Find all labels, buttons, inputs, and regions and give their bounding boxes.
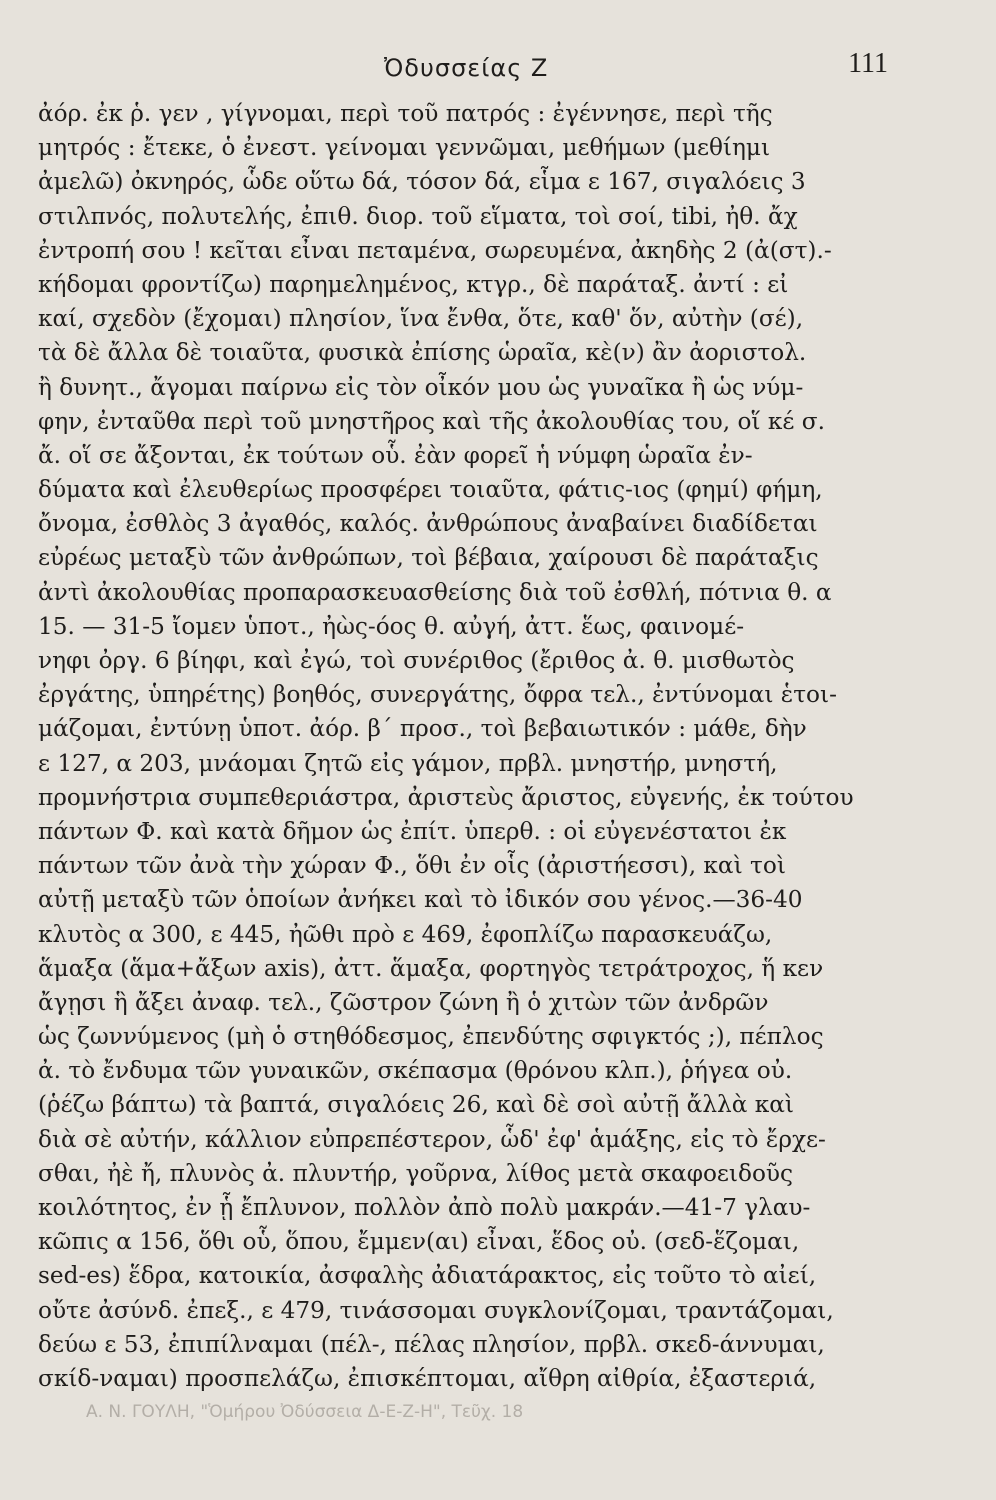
text-line: κῶπις α 156, ὅθι οὗ, ὅπου, ἔμμεν(αι) εἶναι, ἕδος οὐ. (σεδ-ἕζομαι,	[38, 1228, 800, 1256]
text-line: ἐργάτης, ὑπηρέτης) βοηθός, συνεργάτης, ὄφρα τελ., ἐντύνομαι ἑτοι-	[38, 681, 837, 709]
text-line: τὰ δὲ ἄλλα δὲ τοιαῦτα, φυσικὰ ἐπίσης ὡραῖα, κὲ(ν) ἂν ἀοριστολ.	[38, 339, 807, 367]
text-line: εὐρέως μεταξὺ τῶν ἀνθρώπων, τοὶ βέβαια, χαίρουσι δὲ παράταξις	[38, 544, 819, 572]
text-line: sed-es) ἕδρα, κατοικία, ἀσφαλὴς ἀδιατάρακτος, εἰς τοῦτο τὸ αἰεί,	[38, 1262, 817, 1290]
text-line: ἅμαξα (ἅμα+ἄξων axis), ἀττ. ἅμαξα, φορτηγὸς τετράτροχος, ἥ κεν	[38, 954, 824, 982]
text-line: φην, ἐνταῦθα περὶ τοῦ μνηστῆρος καὶ τῆς ἀκολουθίας του, οἵ κέ σ.	[38, 407, 825, 435]
running-title: Ὀδυσσείας Ζ	[384, 54, 549, 82]
text-line: ἀόρ. ἐκ ῥ. γεν , γίγνομαι, περὶ τοῦ πατρός : ἐγέννησε, περὶ τῆς	[38, 100, 773, 127]
text-line: πάντων τῶν ἀνὰ τὴν χώραν Φ., ὅθι ἐν οἷς (ἀριστήεσσι), καὶ τοὶ	[38, 852, 786, 880]
text-line: ἢ δυνητ., ἄγομαι παίρνω εἰς τὸν οἶκόν μου ὡς γυναῖκα ἢ ὡς νύμ-	[38, 373, 804, 401]
page-header	[0, 44, 996, 84]
text-line: μητρός : ἔτεκε, ὁ ἐνεστ. γείνομαι γεννῶμαι, μεθήμων (μεθίημι	[38, 134, 771, 162]
text-line: ἀ. τὸ ἔνδυμα τῶν γυναικῶν, σκέπασμα (θρόνου κλπ.), ῥήγεα οὐ.	[38, 1057, 793, 1085]
bleed-through-footer: Α. Ν. ΓΟΥΛΗ, "Ὁμήρου Ὀδύσσεια Δ-Ε-Ζ-Η", Τεῦχ. 18	[86, 1402, 524, 1422]
text-line: αὐτῇ μεταξὺ τῶν ὁποίων ἀνήκει καὶ τὸ ἰδικόν σου γένος.—36-40	[38, 886, 803, 914]
text-line: κλυτὸς α 300, ε 445, ἠῶθι πρὸ ε 469, ἐφοπλίζω παρασκευάζω,	[38, 920, 773, 948]
text-line: δεύω ε 53, ἐπιπίλναμαι (πέλ-, πέλας πλησίον, πρβλ. σκεδ-άννυμαι,	[38, 1330, 825, 1358]
text-line: σθαι, ἠὲ ἤ, πλυνὸς ἀ. πλυντήρ, γοῦρνα, λίθος μετὰ σκαφοειδοῦς	[38, 1159, 794, 1187]
text-line: σκίδ-ναμαι) προσπελάζω, ἐπισκέπτομαι, αἴθρη αἰθρία, ἐξαστεριά,	[38, 1364, 817, 1392]
text-line: ἄγῃσι ἣ ἄξει ἀναφ. τελ., ζῶστρον ζώνη ἢ ὁ χιτὼν τῶν ἀνδρῶν	[38, 988, 769, 1016]
text-line: προμνήστρια συμπεθεριάστρα, ἀριστεὺς ἄριστος, εὐγενής, ἐκ τούτου	[38, 783, 854, 811]
text-line: (ῥέζω βάπτω) τὰ βαπτά, σιγαλόεις 26, καὶ δὲ σοὶ αὐτῇ ἄλλὰ καὶ	[38, 1091, 794, 1119]
text-line: ἀντὶ ἀκολουθίας προπαρασκευασθείσης διὰ τοῦ ἐσθλή, πότνια θ. α	[38, 578, 832, 606]
text-line: οὔτε ἀσύνδ. ἐπεξ., ε 479, τινάσσομαι συγκλονίζομαι, τραντάζομαι,	[38, 1296, 834, 1324]
text-line: ἐντροπή σου ! κεῖται εἶναι πεταμένα, σωρευμένα, ἀκηδὴς 2 (ἀ(στ).-	[38, 236, 832, 264]
text-line: κοιλότητος, ἐν ᾗ ἔπλυνον, πολλὸν ἀπὸ πολὺ μακράν.—41-7 γλαυ-	[38, 1194, 811, 1221]
text-line: ἀμελῶ) ὀκνηρός, ὧδε οὕτω δά, τόσον δά, εἷμα ε 167, σιγαλόεις 3	[38, 168, 806, 196]
text-line: κήδομαι φροντίζω) παρημελημένος, κτγρ., δὲ παράταξ. ἀντί : εἰ	[38, 270, 789, 298]
text-line: μάζομαι, ἐντύνῃ ὑποτ. ἀόρ. β΄ προσ., τοὶ βεβαιωτικόν : μάθε, δὴν	[38, 715, 807, 743]
commentary-text	[38, 97, 890, 1396]
text-line: πάντων Φ. καὶ κατὰ δῆμον ὡς ἐπίτ. ὑπερθ. : οἱ εὐγενέστατοι ἐκ	[38, 817, 787, 845]
text-line: 15. — 31-5 ἴομεν ὑποτ., ἠὼς-όος θ. αὐγή, ἀττ. ἕως, φαινομέ-	[38, 612, 745, 640]
text-line: ὄνομα, ἐσθλὸς 3 ἀγαθός, καλός. ἀνθρώπους ἀναβαίνει διαδίδεται	[38, 510, 818, 538]
text-line: ὡς ζωννύμενος (μὴ ὁ στηθόδεσμος, ἐπενδύτης σφιγκτός ;), πέπλος	[38, 1023, 824, 1051]
text-line: στιλπνός, πολυτελής, ἐπιθ. διορ. τοῦ εἵματα, τοὶ σοί, tibi, ἠθ. ἄχ	[38, 202, 798, 230]
page-number: 111	[848, 48, 888, 79]
text-line: νηφι ὀργ. 6 βίηφι, καὶ ἐγώ, τοὶ συνέριθος (ἔριθος ἀ. θ. μισθωτὸς	[38, 647, 795, 674]
text-line: ἄ. οἵ σε ἄξονται, ἐκ τούτων οὗ. ἐὰν φορεῖ ἡ νύμφη ὡραῖα ἐν-	[38, 441, 753, 469]
text-line: καί, σχεδὸν (ἔχομαι) πλησίον, ἵνα ἔνθα, ὅτε, καθ' ὅν, αὐτὴν (σέ),	[38, 305, 804, 333]
text-line: διὰ σὲ αὐτήν, κάλλιον εὐπρεπέστερον, ὧδ' ἐφ' ἁμάξης, εἰς τὸ ἔρχε-	[38, 1125, 826, 1153]
text-line: δύματα καὶ ἐλευθερίως προσφέρει τοιαῦτα, φάτις-ιος (φημί) φήμη,	[38, 476, 823, 504]
text-line: ε 127, α 203, μνάομαι ζητῶ εἰς γάμον, πρβλ. μνηστήρ, μνηστή,	[38, 749, 778, 777]
